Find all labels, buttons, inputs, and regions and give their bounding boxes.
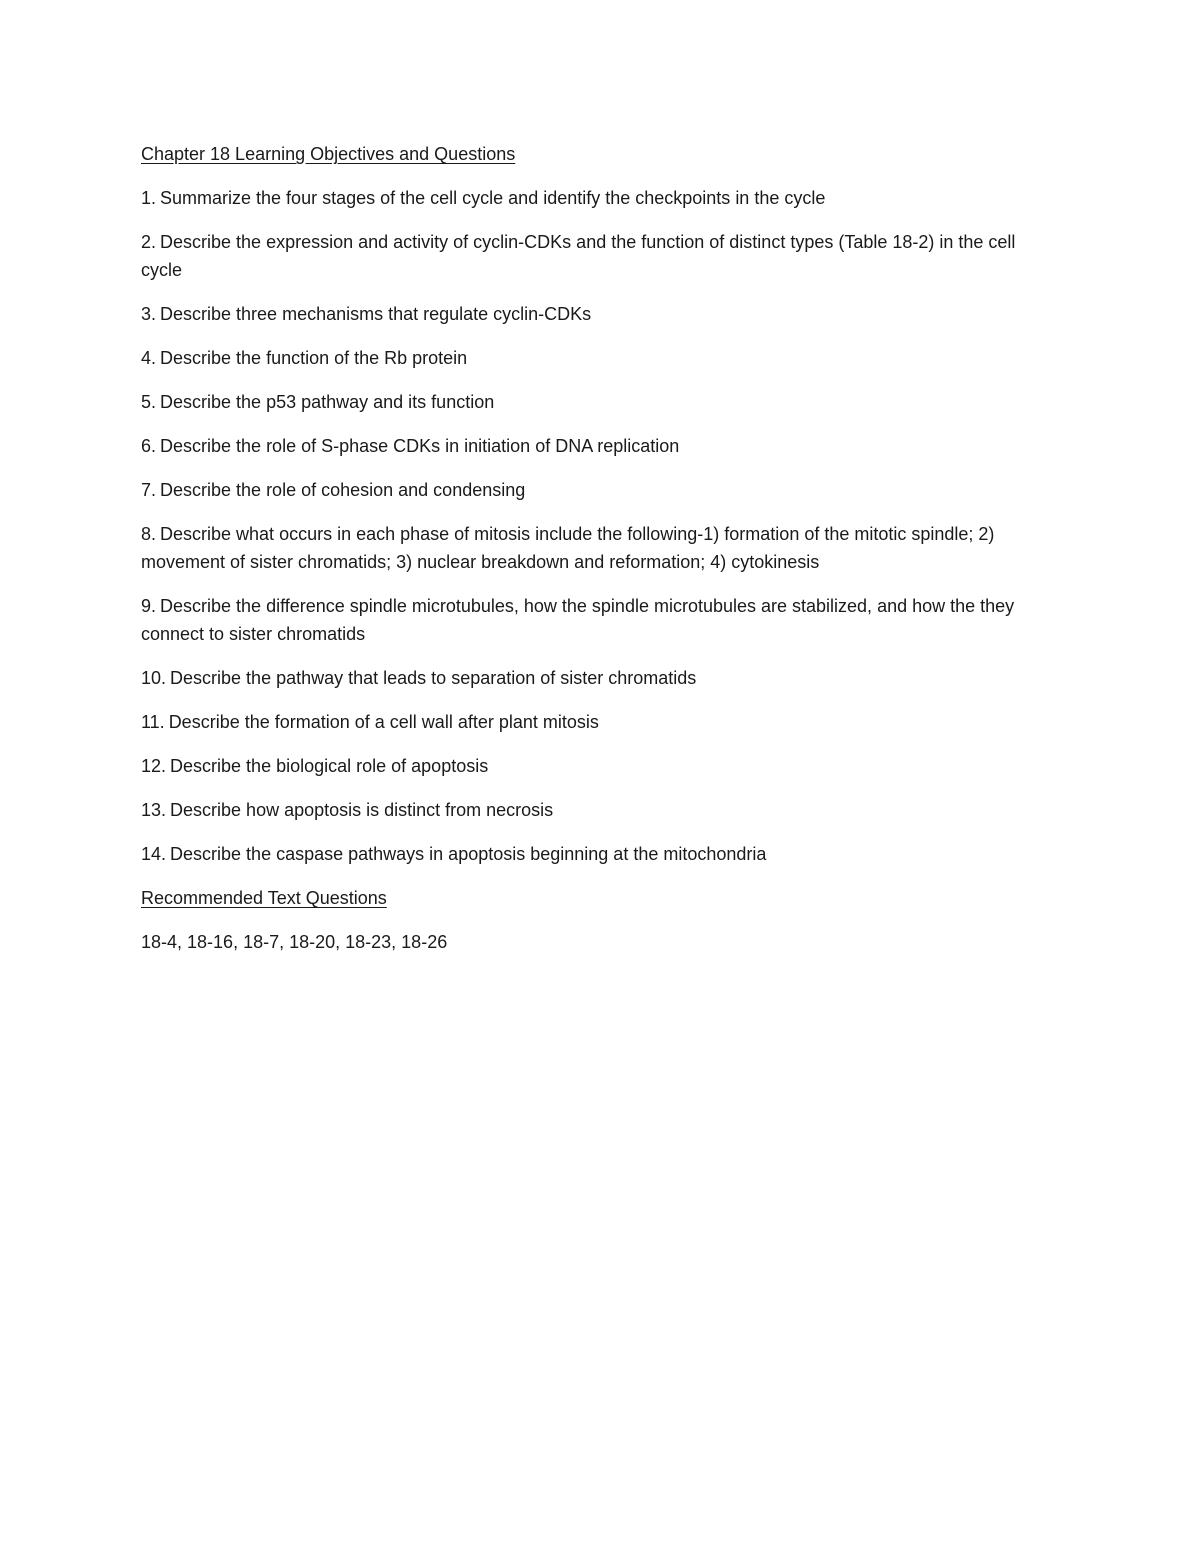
objective-item — [141, 432, 1061, 460]
objective-text: Describe the role of cohesion and condensing — [160, 480, 526, 500]
objective-text: Describe the role of S-phase CDKs in initiation of DNA replication — [160, 436, 680, 456]
objective-number: 6. — [141, 436, 157, 456]
objective-item — [141, 840, 1061, 868]
objective-number: 2. — [141, 232, 157, 252]
objective-text: Describe the function of the Rb protein — [160, 348, 468, 368]
document-content — [141, 140, 1061, 956]
objective-item — [141, 228, 1061, 284]
objective-item — [141, 664, 1061, 692]
objective-item — [141, 592, 1061, 648]
objective-item — [141, 708, 1061, 736]
objective-number: 5. — [141, 392, 157, 412]
objective-item — [141, 344, 1061, 372]
objective-item — [141, 752, 1061, 780]
objective-item — [141, 476, 1061, 504]
objective-number: 4. — [141, 348, 157, 368]
document-title: Chapter 18 Learning Objectives and Questions — [141, 144, 516, 164]
objective-text: Describe the p53 pathway and its function — [160, 392, 495, 412]
objective-text: Describe how apoptosis is distinct from necrosis — [170, 800, 554, 820]
objective-text: Describe the biological role of apoptosis — [170, 756, 489, 776]
objective-text: Describe three mechanisms that regulate cyclin-CDKs — [160, 304, 592, 324]
objective-text: Describe the pathway that leads to separation of sister chromatids — [170, 668, 697, 688]
objective-text: Describe the caspase pathways in apoptosis beginning at the mitochondria — [170, 844, 767, 864]
objective-number: 12. — [141, 756, 167, 776]
objective-number: 7. — [141, 480, 157, 500]
objective-number: 9. — [141, 596, 157, 616]
objective-number: 11. — [141, 712, 165, 732]
objective-item — [141, 300, 1061, 328]
recommended-heading: Recommended Text Questions — [141, 888, 387, 908]
objective-item — [141, 520, 1061, 576]
objective-text: Summarize the four stages of the cell cycle and identify the checkpoints in the cycle — [160, 188, 826, 208]
objective-text: Describe what occurs in each phase of mitosis include the following-1) formation of the mitotic spindle; 2) movement of sister chromatids; 3) nuclear breakdown and reformation; 4) cytokinesis — [141, 524, 995, 572]
objective-number: 13. — [141, 800, 167, 820]
objective-item — [141, 796, 1061, 824]
objective-number: 3. — [141, 304, 157, 324]
objective-number: 10. — [141, 668, 167, 688]
objective-text: Describe the difference spindle microtubules, how the spindle microtubules are stabilized, and how the they connect to sister chromatids — [141, 596, 1015, 644]
objective-number: 14. — [141, 844, 167, 864]
objective-item — [141, 388, 1061, 416]
recommended-questions: 18-4, 18-16, 18-7, 18-20, 18-23, 18-26 — [141, 932, 448, 952]
objective-text: Describe the formation of a cell wall after plant mitosis — [168, 712, 599, 732]
objective-list — [141, 184, 1061, 868]
objective-number: 8. — [141, 524, 157, 544]
objective-item — [141, 184, 1061, 212]
objective-number: 1. — [141, 188, 157, 208]
objective-text: Describe the expression and activity of cyclin-CDKs and the function of distinct types (Table 18-2) in the cell cycle — [141, 232, 1016, 280]
